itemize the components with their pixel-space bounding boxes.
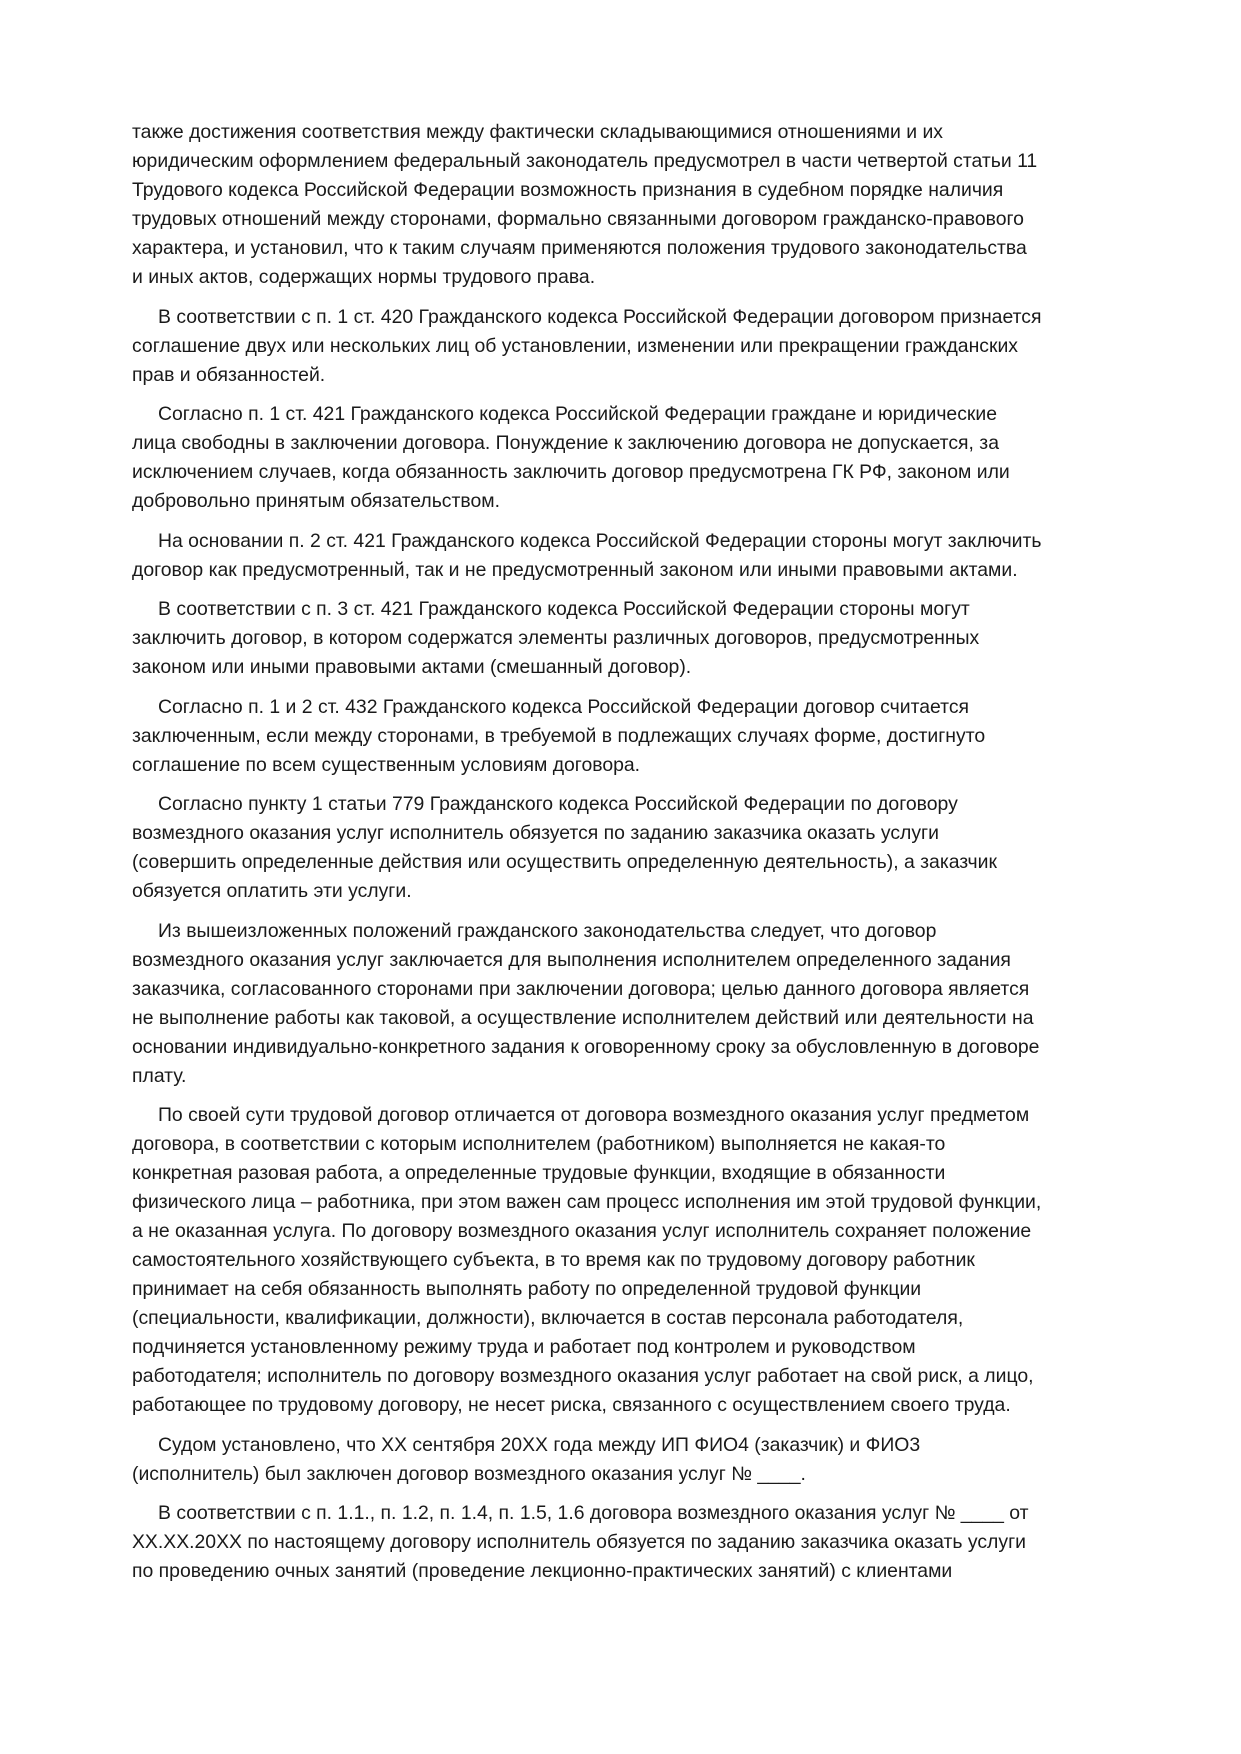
document-page <box>132 118 1132 1597</box>
paragraph: также достижения соответствия между фактически складывающимися отношениями и их юридическим оформлением федеральный законодатель предусмотрел в части четвертой статьи 11 Трудового кодекса Российской Федерации возможность признания в судебном порядке наличия трудовых отношений между сторонами, формально связанными договором гражданско-правового характера, и установил, что к таким случаям применяются положения трудового законодательства и иных актов, содержащих нормы трудового права. <box>132 121 1038 288</box>
paragraph: На основании п. 2 ст. 421 Гражданского кодекса Российской Федерации стороны могут заключить договор как предусмотренный, так и не предусмотренный законом или иными правовыми актами. <box>132 529 1042 581</box>
paragraph: В соответствии с п. 1.1., п. 1.2, п. 1.4, п. 1.5, 1.6 договора возмездного оказания услуг № ____ от XX.XX.20XX по настоящему договору исполнитель обязуется по заданию заказчика оказать услуги по проведению очных занятий (проведение лекционно-практических занятий) с клиентами <box>132 1502 1029 1582</box>
paragraph: Согласно пункту 1 статьи 779 Гражданского кодекса Российской Федерации по договору возмездного оказания услуг исполнитель обязуется по заданию заказчика оказать услуги (совершить определенные действия или осуществить определенную деятельность), а заказчик обязуется оплатить эти услуги. <box>132 793 997 902</box>
paragraph: Из вышеизложенных положений гражданского законодательства следует, что договор возмездного оказания услуг заключается для выполнения исполнителем определенного задания заказчика, согласованного сторонами при заключении договора; целью данного договора является не выполнение работы как таковой, а осуществление исполнителем действий или деятельности на основании индивидуально-конкретного задания к оговоренному сроку за обусловленную в договоре плату. <box>132 919 1040 1087</box>
paragraph: В соответствии с п. 3 ст. 421 Гражданского кодекса Российской Федерации стороны могут заключить договор, в котором содержатся элементы различных договоров, предусмотренных законом или иными правовыми актами (смешанный договор). <box>132 598 980 678</box>
paragraph: Судом установлено, что XX сентября 20XX года между ИП ФИО4 (заказчик) и ФИО3 (исполнитель) был заключен договор возмездного оказания услуг № ____. <box>132 1433 921 1485</box>
paragraph: Согласно п. 1 ст. 421 Гражданского кодекса Российской Федерации граждане и юридические лица свободны в заключении договора. Понуждение к заключению договора не допускается, за исключением случаев, когда обязанность заключить договор предусмотрена ГК РФ, законом или добровольно принятым обязательством. <box>132 403 1010 512</box>
paragraph: Согласно п. 1 и 2 ст. 432 Гражданского кодекса Российской Федерации договор считается заключенным, если между сторонами, в требуемой в подлежащих случаях форме, достигнуто соглашение по всем существенным условиям договора. <box>132 695 986 776</box>
paragraph: В соответствии с п. 1 ст. 420 Гражданского кодекса Российской Федерации договором признается соглашение двух или нескольких лиц об установлении, изменении или прекращении гражданских прав и обязанностей. <box>132 305 1042 386</box>
paragraph: По своей сути трудовой договор отличается от договора возмездного оказания услуг предметом договора, в соответствии с которым исполнителем (работником) выполняется не какая-то конкретная разовая работа, а определенные трудовые функции, входящие в обязанности физического лица – работника, при этом важен сам процесс исполнения им этой трудовой функции, а не оказанная услуга. По договору возмездного оказания услуг исполнитель сохраняет положение самостоятельного хозяйствующего субъекта, в то время как по трудовому договору работник принимает на себя обязанность выполнять работу по определенной трудовой функции (специальности, квалификации, должности), включается в состав персонала работодателя, подчиняется установленному режиму труда и работает под контролем и руководством работодателя; исполнитель по договору возмездного оказания услуг работает на свой риск, а лицо, работающее по трудовому договору, не несет риска, связанного с осуществлением своего труда. <box>132 1104 1042 1416</box>
